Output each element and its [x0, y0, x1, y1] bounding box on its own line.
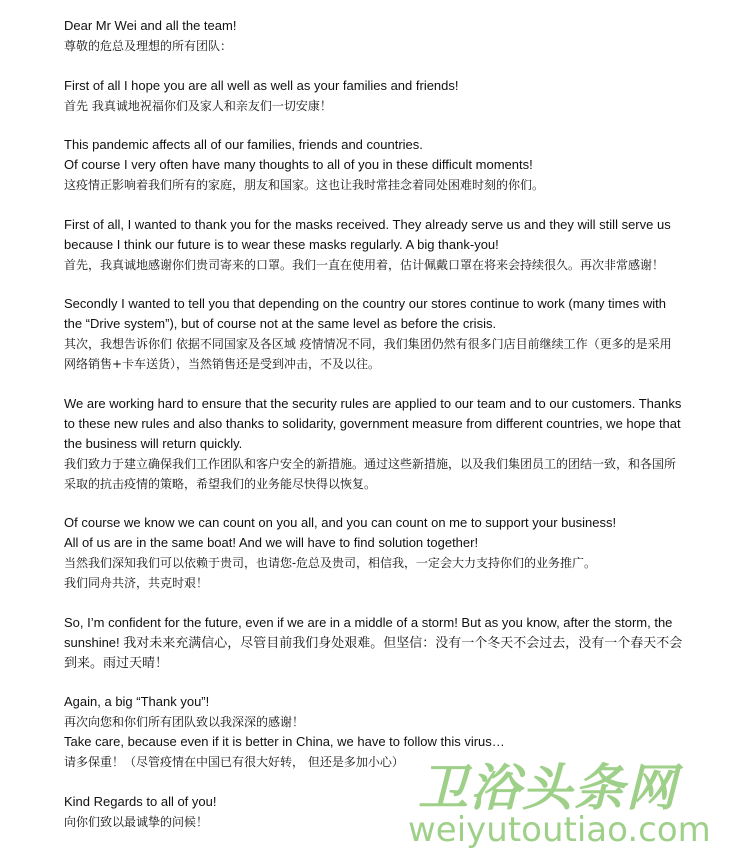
english-line: First of all I hope you are all well as well as your families and friends! — [64, 77, 459, 93]
chinese-line: 我们致力于建立确保我们工作团队和客户安全的新措施。通过这些新措施，以及我们集团员工的团结一致，和各国所采取的抗击疫情的策略，希望我们的业务能尽快得以恢复。 — [64, 456, 677, 491]
english-line: First of all, I wanted to thank you for the masks received. They already serve us and they will still serve us because I think our future is to wear these masks regularly. A big thank-you! — [64, 216, 671, 252]
english-line: All of us are in the same boat! And we will have to find solution together! — [64, 535, 479, 550]
chinese-line: 这疫情正影响着我们所有的家庭，朋友和国家。这也让我时常挂念着同处困难时刻的你们。 — [64, 178, 545, 192]
english-line: Kind Regards to all of you! — [64, 793, 217, 809]
watermark-url: weiyutoutiao.com — [408, 810, 711, 850]
letter-paragraph — [64, 692, 684, 772]
letter-paragraph — [64, 76, 684, 116]
watermark-title: 卫浴头条网 — [418, 759, 678, 817]
letter-paragraph — [64, 792, 684, 832]
english-line: This pandemic affects all of our families, friends and countries. — [64, 137, 423, 152]
chinese-line: 我们同舟共济，共克时艰！ — [64, 576, 209, 590]
letter-paragraph — [64, 513, 684, 593]
english-line: Take care, because even if it is better in China, we have to follow this virus… — [64, 734, 505, 749]
letter-paragraph — [64, 394, 684, 494]
chinese-line: 其次，我想告诉你们 依据不同国家及各区域 疫情情况不同，我们集团仍然有很多门店目前继续工作（更多的是采用 网络销售+卡车送货），当然销售还是受到冲击，不及以往。 — [64, 337, 672, 371]
english-line: Of course I very often have many thoughts to all of you in these difficult moments! — [64, 157, 533, 172]
letter-paragraph — [64, 613, 684, 673]
chinese-line: 尊敬的危总及理想的所有团队： — [64, 39, 233, 53]
english-line: Again, a big “Thank you”! — [64, 694, 210, 709]
chinese-line: 请多保重！（尽管疫情在中国已有很大好转， 但还是多加小心） — [64, 755, 404, 769]
letter-paragraph — [64, 294, 684, 374]
letter-paragraph — [64, 16, 684, 56]
chinese-line: 首先 我真诚地祝福你们及家人和亲友们一切安康！ — [64, 98, 332, 113]
english-line: We are working hard to ensure that the security rules are applied to our team and to our customers. Thanks to these new rules and also thanks to solidarity, government measure from different countries, we hope that the business will return quickly. — [64, 395, 682, 451]
chinese-line: 向你们致以最诚挚的问候！ — [64, 814, 209, 829]
chinese-line: 当然我们深知我们可以依赖于贵司，也请您-危总及贵司，相信我，一定会大力支持你们的业务推广。 — [64, 556, 597, 570]
english-line: Of course we know we can count on you all, and you can count on me to support your business! — [64, 515, 617, 530]
letter-paragraph — [64, 135, 684, 195]
chinese-line: 再次向您和你们所有团队致以我深深的感谢！ — [64, 715, 305, 729]
english-line: So, I’m confident for the future, even if we are in a middle of a storm! But as you know, after the storm, the sunshine! 我对未来充满信心，尽管目前我们身处艰难。但坚信：没有一个冬天不会过去，没有一个春天不会到来。雨过天晴！ — [64, 614, 683, 670]
english-line: Secondly I wanted to tell you that depending on the country our stores continue to work (many times with the “Drive system”), but of course not at the same level as before the crisis. — [64, 296, 666, 331]
letter-paragraph — [64, 215, 684, 275]
english-line: Dear Mr Wei and all the team! — [64, 18, 237, 33]
chinese-line: 首先，我真诚地感谢你们贵司寄来的口罩。我们一直在使用着，估计佩戴口罩在将来会持续很久。再次非常感谢！ — [64, 257, 665, 272]
letter-body — [64, 16, 684, 851]
